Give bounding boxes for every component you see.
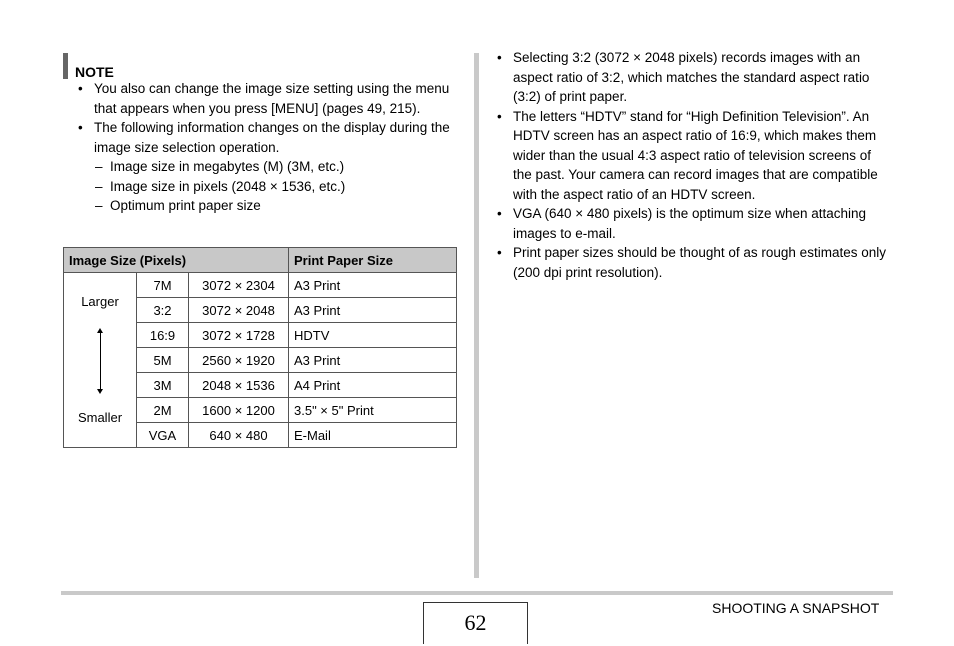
size-code: 16:9 bbox=[137, 323, 189, 348]
pixel-dimensions: 1600 × 1200 bbox=[189, 398, 289, 423]
size-code: 2M bbox=[137, 398, 189, 423]
note-sub-item-text: Optimum print paper size bbox=[110, 198, 261, 213]
dash-marker: – bbox=[95, 159, 103, 174]
note-bullet-text: You also can change the image size setting using the menu that appears when you press [MENU] (pages 49, 215). bbox=[94, 81, 450, 116]
note-marker-bar bbox=[63, 53, 68, 79]
list-item-text: The letters “HDTV” stand for “High Definition Television”. An HDTV screen has an aspect ratio of 16:9, which makes them wider than the usual 4:3 aspect ratio of television screens of the past. Your camera can record images that are compatible with the aspect ratio of an HDTV screen. bbox=[513, 108, 878, 202]
dash-marker: – bbox=[95, 178, 103, 194]
header-print-size: Print Paper Size bbox=[289, 248, 457, 273]
list-item-text: VGA (640 × 480 pixels) is the optimum size when attaching images to e-mail. bbox=[513, 206, 867, 241]
print-size: 3.5" × 5" Print bbox=[289, 398, 457, 423]
bullet-marker: • bbox=[78, 120, 83, 135]
note-bullet-text: The following information changes on the display during the image size selection operation. bbox=[94, 120, 450, 155]
list-item-text: Print paper sizes should be thought of as rough estimates only (200 dpi print resolution). bbox=[513, 245, 886, 280]
size-code: 5M bbox=[137, 348, 189, 373]
size-code: VGA bbox=[137, 423, 189, 448]
note-sub-item bbox=[78, 196, 450, 216]
size-code: 3M bbox=[137, 373, 189, 398]
print-size: HDTV bbox=[289, 323, 457, 348]
list-item bbox=[497, 204, 892, 243]
list-item-text: Selecting 3:2 (3072 × 2048 pixels) records images with an aspect ratio of 3:2, which matches the standard aspect ratio (3:2) of print paper. bbox=[513, 50, 870, 104]
note-bullet bbox=[78, 79, 450, 118]
note-sub-item bbox=[78, 177, 450, 197]
table-header-row bbox=[64, 248, 457, 273]
note-sub-item bbox=[78, 157, 450, 177]
pixel-dimensions: 3072 × 2304 bbox=[189, 273, 289, 298]
header-image-size: Image Size (Pixels) bbox=[64, 248, 289, 273]
smaller-label: Smaller bbox=[77, 410, 123, 425]
note-list bbox=[78, 79, 450, 216]
image-size-table bbox=[63, 247, 457, 448]
column-divider bbox=[474, 53, 479, 578]
print-size: E-Mail bbox=[289, 423, 457, 448]
bullet-marker: • bbox=[497, 245, 502, 260]
footer-rule bbox=[61, 591, 893, 595]
size-code: 7M bbox=[137, 273, 189, 298]
size-code: 3:2 bbox=[137, 298, 189, 323]
note-sub-item-text: Image size in pixels (2048 × 1536, etc.) bbox=[110, 178, 346, 194]
size-range-column bbox=[64, 273, 137, 448]
pixel-dimensions: 2560 × 1920 bbox=[189, 348, 289, 373]
right-bullet-list bbox=[497, 48, 892, 282]
bullet-marker: • bbox=[78, 81, 83, 96]
dash-marker: – bbox=[95, 198, 103, 213]
note-heading: NOTE bbox=[75, 64, 114, 80]
list-item bbox=[497, 107, 892, 205]
bullet-marker: • bbox=[497, 50, 502, 65]
pixel-dimensions: 3072 × 2048 bbox=[189, 298, 289, 323]
note-bullet bbox=[78, 118, 450, 157]
list-item bbox=[497, 243, 892, 282]
print-size: A3 Print bbox=[289, 273, 457, 298]
pixel-dimensions: 2048 × 1536 bbox=[189, 373, 289, 398]
bullet-marker: • bbox=[497, 108, 502, 124]
print-size: A3 Print bbox=[289, 348, 457, 373]
page-number: 62 bbox=[423, 602, 528, 644]
larger-label: Larger bbox=[81, 294, 119, 309]
table-row bbox=[64, 273, 457, 298]
list-item bbox=[497, 48, 892, 107]
print-size: A3 Print bbox=[289, 298, 457, 323]
print-size: A4 Print bbox=[289, 373, 457, 398]
bullet-marker: • bbox=[497, 206, 502, 221]
pixel-dimensions: 640 × 480 bbox=[189, 423, 289, 448]
note-sub-item-text: Image size in megabytes (M) (3M, etc.) bbox=[110, 159, 345, 174]
double-arrow-icon bbox=[100, 332, 101, 390]
pixel-dimensions: 3072 × 1728 bbox=[189, 323, 289, 348]
section-title: SHOOTING A SNAPSHOT bbox=[712, 600, 880, 616]
